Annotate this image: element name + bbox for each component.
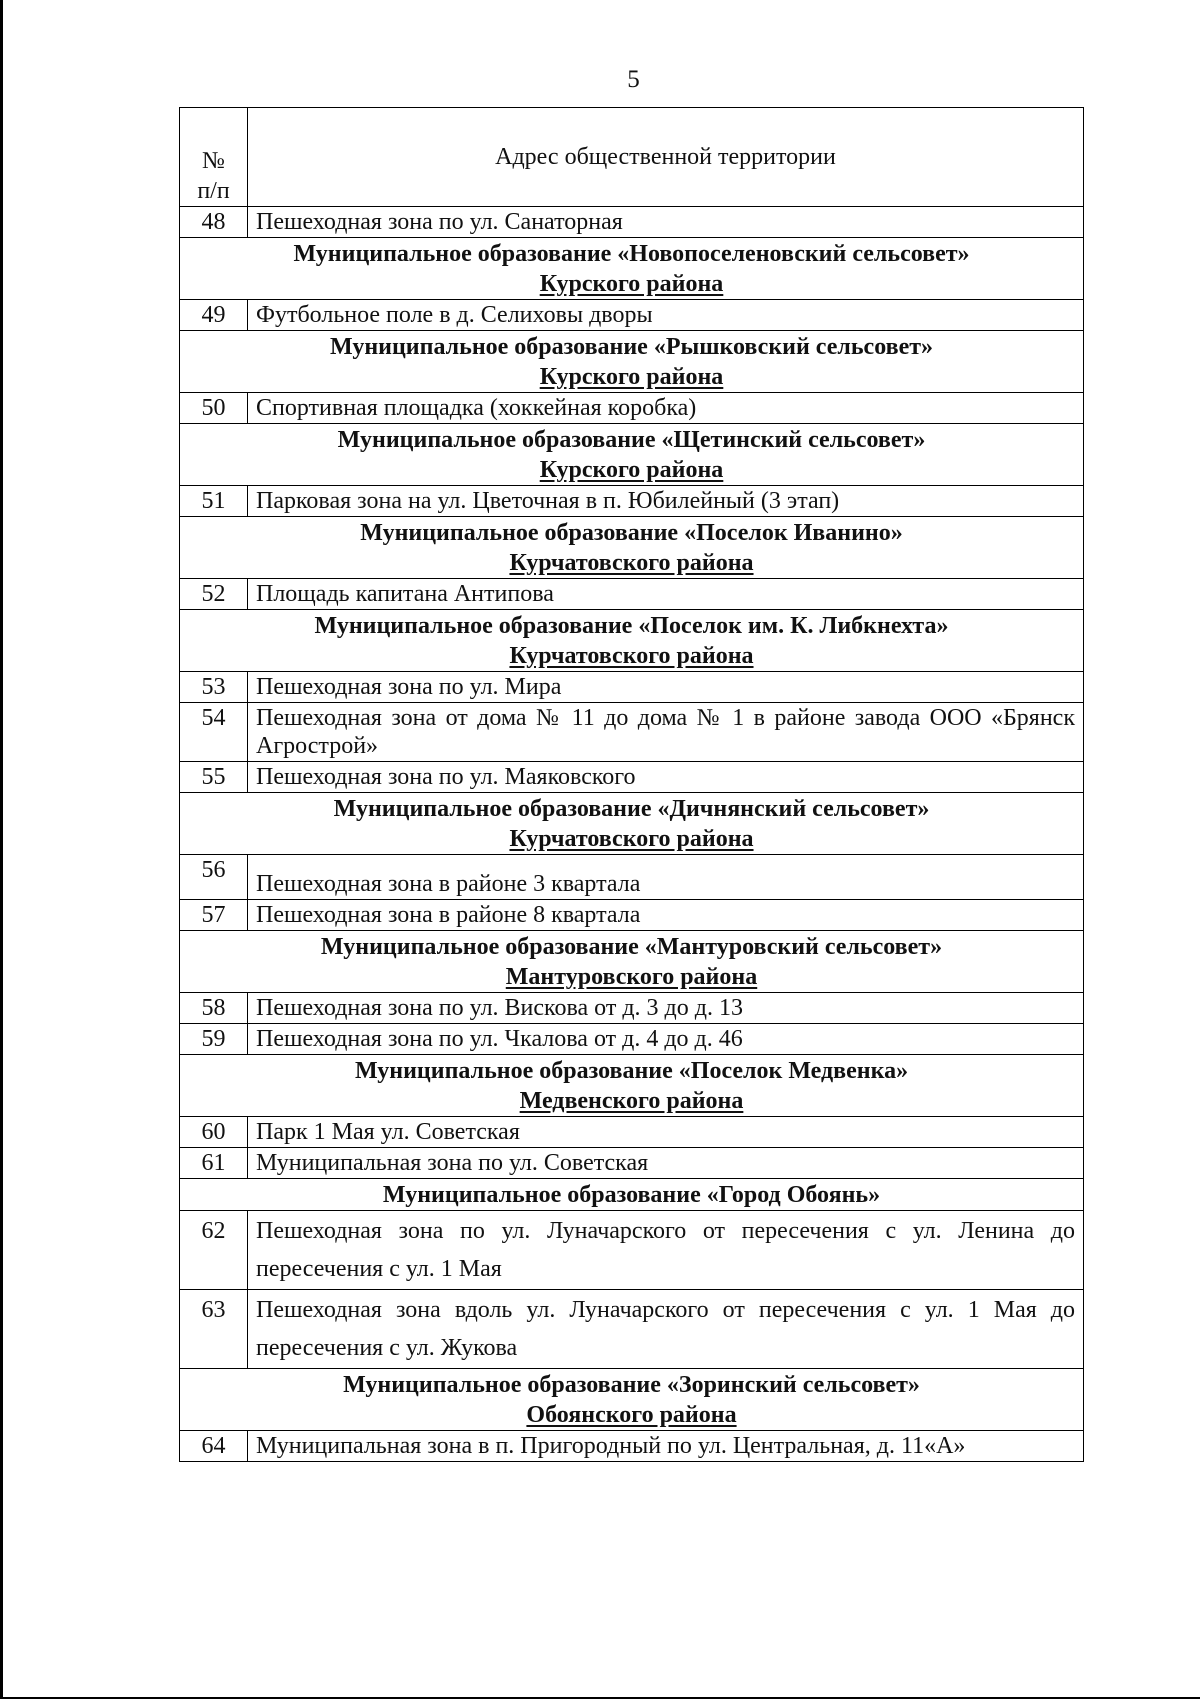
table-row [180, 672, 1084, 703]
row-number: 60 [180, 1117, 248, 1148]
row-number: 51 [180, 486, 248, 517]
territory-address: Пешеходная зона по ул. Вискова от д. 3 до д. 13 [248, 993, 1084, 1024]
row-number: 64 [180, 1431, 248, 1462]
municipality-header-row [180, 1179, 1084, 1211]
municipality-title: Муниципальное образование «Поселок Иванино» [360, 520, 903, 546]
table-row [180, 486, 1084, 517]
header-number-abbr: п/п [197, 178, 230, 204]
municipality-district: Курчатовского района [509, 550, 754, 576]
municipality-header-row [180, 1055, 1084, 1117]
territory-address: Площадь капитана Антипова [248, 579, 1084, 610]
header-number-cell [180, 108, 248, 207]
municipality-header-row [180, 517, 1084, 579]
municipality-header-row [180, 331, 1084, 393]
table-row [180, 855, 1084, 900]
municipality-district: Курчатовского района [509, 826, 754, 852]
municipality-header-cell [180, 238, 1084, 300]
table-row [180, 703, 1084, 762]
municipality-title: Муниципальное образование «Дичнянский сельсовет» [333, 796, 930, 822]
table-row [180, 393, 1084, 424]
municipality-district: Обоянского района [526, 1402, 737, 1428]
municipality-header-row [180, 1369, 1084, 1431]
table-row [180, 579, 1084, 610]
municipality-title: Муниципальное образование «Зоринский сельсовет» [343, 1372, 920, 1398]
row-number: 61 [180, 1148, 248, 1179]
row-number: 56 [180, 855, 248, 900]
row-number: 54 [180, 703, 248, 762]
territory-address: Пешеходная зона по ул. Маяковского [248, 762, 1084, 793]
row-number: 52 [180, 579, 248, 610]
municipality-title: Муниципальное образование «Поселок Медвенка» [354, 1058, 909, 1084]
municipality-header-cell [180, 517, 1084, 579]
municipality-title: Муниципальное образование «Рышковский сельсовет» [329, 334, 934, 360]
row-number: 50 [180, 393, 248, 424]
table-row [180, 1290, 1084, 1369]
table-row [180, 300, 1084, 331]
municipality-header-row [180, 424, 1084, 486]
municipality-district: Курского района [539, 271, 724, 297]
territory-address: Пешеходная зона в районе 8 квартала [248, 900, 1084, 931]
territory-address: Пешеходная зона в районе 3 квартала [248, 855, 1084, 900]
municipality-header-row [180, 238, 1084, 300]
territory-address: Пешеходная зона по ул. Мира [248, 672, 1084, 703]
table-row [180, 900, 1084, 931]
territory-address: Футбольное поле в д. Селиховы дворы [248, 300, 1084, 331]
table-row [180, 993, 1084, 1024]
table-row [180, 1148, 1084, 1179]
municipality-district: Курского района [539, 457, 724, 483]
municipality-district: Курского района [539, 364, 724, 390]
territory-address: Спортивная площадка (хоккейная коробка) [248, 393, 1084, 424]
municipality-title: Муниципальное образование «Новопоселеновский сельсовет» [293, 241, 970, 267]
public-territories-table [179, 107, 1084, 1462]
municipality-header-row [180, 610, 1084, 672]
table-row [180, 1117, 1084, 1148]
row-number: 48 [180, 207, 248, 238]
territory-address: Пешеходная зона по ул. Чкалова от д. 4 до д. 46 [248, 1024, 1084, 1055]
territory-address: Пешеходная зона вдоль ул. Луначарского от пересечения с ул. 1 Мая до пересечения с ул. Жукова [248, 1290, 1084, 1369]
municipality-title: Муниципальное образование «Мантуровский сельсовет» [320, 934, 943, 960]
municipality-header-cell [180, 1055, 1084, 1117]
header-number-sign: № [202, 148, 225, 174]
table-header-row [180, 108, 1084, 207]
municipality-district: Курчатовского района [509, 643, 754, 669]
territory-address: Пешеходная зона от дома № 11 до дома № 1 в районе завода ООО «Брянск Агрострой» [248, 703, 1084, 762]
table-row [180, 762, 1084, 793]
municipality-header-cell [180, 931, 1084, 993]
header-address-cell: Адрес общественной территории [248, 108, 1084, 207]
municipality-header-cell [180, 610, 1084, 672]
table-row [180, 1211, 1084, 1290]
table-row [180, 207, 1084, 238]
page-number: 5 [627, 66, 640, 93]
municipality-district: Медвенского района [519, 1088, 744, 1114]
municipality-header-cell [180, 331, 1084, 393]
territory-address: Муниципальная зона по ул. Советская [248, 1148, 1084, 1179]
municipality-header-row [180, 793, 1084, 855]
table-row [180, 1431, 1084, 1462]
row-number: 55 [180, 762, 248, 793]
territory-address: Пешеходная зона по ул. Луначарского от пересечения с ул. Ленина до пересечения с ул. 1 Мая [248, 1211, 1084, 1290]
municipality-header-cell [180, 424, 1084, 486]
row-number: 63 [180, 1290, 248, 1369]
municipality-header-row [180, 931, 1084, 993]
row-number: 59 [180, 1024, 248, 1055]
territory-address: Пешеходная зона по ул. Санаторная [248, 207, 1084, 238]
table-row [180, 1024, 1084, 1055]
row-number: 57 [180, 900, 248, 931]
row-number: 62 [180, 1211, 248, 1290]
scan-left-border [0, 0, 3, 1699]
row-number: 53 [180, 672, 248, 703]
municipality-district: Мантуровского района [505, 964, 758, 990]
municipality-header-cell [180, 1179, 1084, 1211]
territory-address: Парковая зона на ул. Цветочная в п. Юбилейный (3 этап) [248, 486, 1084, 517]
row-number: 58 [180, 993, 248, 1024]
municipality-header-cell [180, 1369, 1084, 1431]
municipality-title: Муниципальное образование «Город Обоянь» [382, 1182, 881, 1208]
row-number: 49 [180, 300, 248, 331]
municipality-title: Муниципальное образование «Щетинский сельсовет» [337, 427, 926, 453]
territory-address: Парк 1 Мая ул. Советская [248, 1117, 1084, 1148]
municipality-title: Муниципальное образование «Поселок им. К. Либкнехта» [314, 613, 949, 639]
municipality-header-cell [180, 793, 1084, 855]
territory-address: Муниципальная зона в п. Пригородный по ул. Центральная, д. 11«А» [248, 1431, 1084, 1462]
